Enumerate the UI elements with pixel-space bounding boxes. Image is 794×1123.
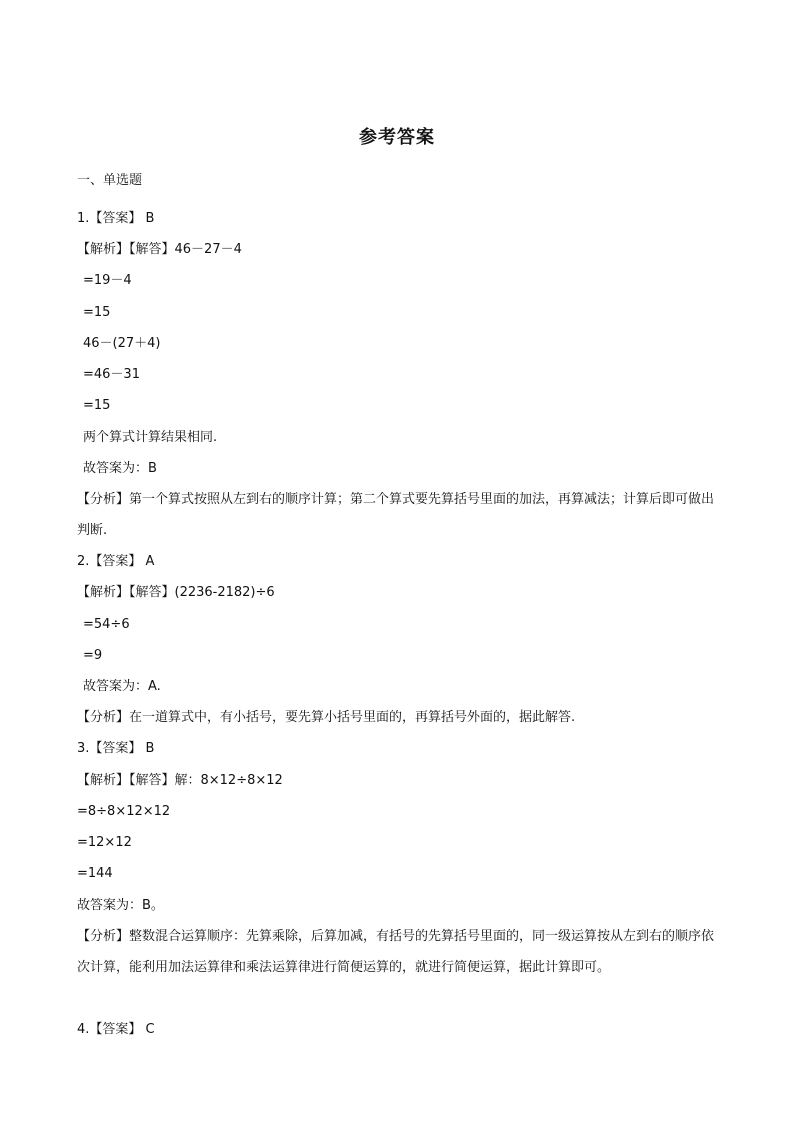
q3-solution-line: 【解析】【解答】解：8×12÷8×12 <box>77 773 283 788</box>
q2-solution-line: 【解析】【解答】(2236-2182)÷6 <box>77 585 275 600</box>
q3-solution-line: =12×12 <box>77 835 132 850</box>
q1-solution-line: =46－31 <box>83 367 140 382</box>
q1-solution-line: 【解析】【解答】46－27－4 <box>77 242 242 257</box>
q3-analysis: 【分析】整数混合运算顺序：先算乘除，后算加减，有括号的先算括号里面的，同一级运算按从左到右的顺序依次计算，能利用加法运算律和乘法运算律进行简便运算的，就进行简便运算，据此计算即可。 <box>77 929 715 975</box>
q1-solution-line: 46－(27＋4) <box>83 336 161 351</box>
q3-final-answer: 故答案为：B。 <box>77 898 164 913</box>
q1-solution-line: =15 <box>83 398 111 413</box>
q1-solution-line: =19－4 <box>83 273 132 288</box>
q2-final-answer: 故答案为：A. <box>83 679 161 694</box>
q1-solution-line: 两个算式计算结果相同. <box>83 430 218 445</box>
page-title: 参考答案 <box>359 127 435 148</box>
q1-final-answer: 故答案为：B <box>83 461 157 476</box>
q2-analysis: 【分析】在一道算式中，有小括号，要先算小括号里面的，再算括号外面的，据此解答. <box>77 710 576 725</box>
q3-solution-line: =144 <box>77 866 113 881</box>
q3-solution-line: =8÷8×12×12 <box>77 804 171 819</box>
q1-analysis: 【分析】第一个算式按照从左到右的顺序计算；第二个算式要先算括号里面的加法，再算减法；计算后即可做出判断. <box>77 492 715 538</box>
q1-solution-line: =15 <box>83 305 111 320</box>
q3-answer: 3.【答案】 B <box>77 741 155 756</box>
q2-answer: 2.【答案】 A <box>77 554 155 569</box>
q4-answer: 4.【答案】 C <box>77 1022 155 1037</box>
section-heading: 一、单选题 <box>77 173 143 188</box>
q2-solution-line: =54÷6 <box>83 617 130 632</box>
q1-answer: 1.【答案】 B <box>77 211 155 226</box>
q2-solution-line: =9 <box>83 648 103 663</box>
